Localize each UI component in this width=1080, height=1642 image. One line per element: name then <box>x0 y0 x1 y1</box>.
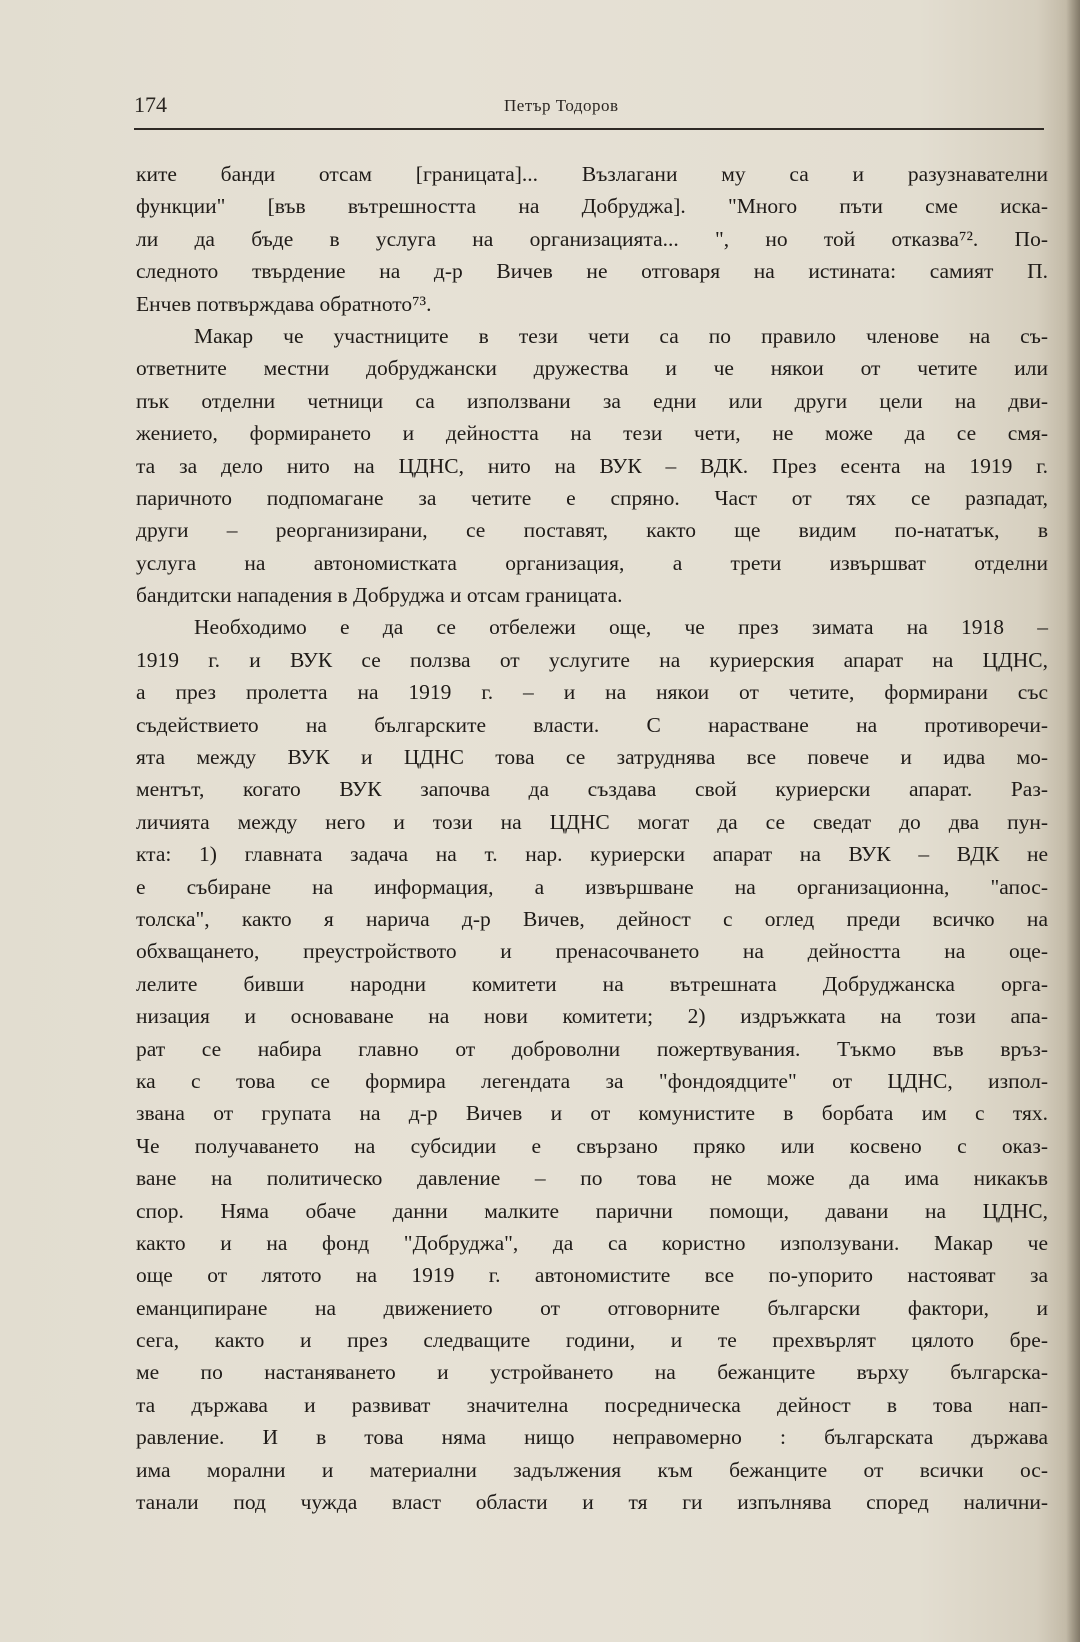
page-header <box>134 92 1044 128</box>
text-line: равление. И в това няма нищо неправомерно : българската държава <box>136 1425 1048 1450</box>
text-line: та за дело нито на ЦДНС, нито на ВУК – ВДК. През есента на 1919 г. <box>136 453 1048 478</box>
text-line: спор. Няма обаче данни малките парични помощи, давани на ЦДНС, <box>136 1198 1048 1223</box>
text-line: ответните местни добруджански дружества и че някои от четите или <box>136 356 1048 381</box>
text-line: кта: 1) главната задача на т. нар. куриерски апарат на ВУК – ВДК не <box>136 842 1048 867</box>
text-line: следното твърдение на д-р Вичев не отговаря на истината: самият П. <box>136 259 1048 284</box>
text-line: ментът, когато ВУК започва да създава свой куриерски апарат. Раз- <box>136 777 1048 802</box>
text-line: паричното подпомагане за четите е спряно. Част от тях се разпадат, <box>136 485 1048 510</box>
text-line: както и на фонд "Добруджа", да са користно използувани. Макар че <box>136 1230 1048 1255</box>
text-line: Необходимо е да се отбележи още, че през зимата на 1918 – <box>194 615 1048 640</box>
text-line: Че получаването на субсидии е свързано пряко или косвено с оказ- <box>136 1133 1048 1158</box>
text-line: а през пролетта на 1919 г. – и на някои от четите, формирани със <box>136 680 1048 705</box>
text-line: рат се набира главно от доброволни пожертвувания. Тъкмо във връз- <box>136 1036 1048 1061</box>
text-line: Енчев потвърждава обратното⁷³. <box>136 291 432 316</box>
text-line: личията между него и този на ЦДНС могат да се сведат до два пун- <box>136 809 1048 834</box>
text-line: съдействието на българските власти. С нарастване на противоречи- <box>136 712 1048 737</box>
body-text <box>136 158 1048 1518</box>
text-line: ли да бъде в услуга на организацията... ", но той отказва⁷². По- <box>136 226 1048 251</box>
text-line: танали под чужда власт области и тя ги изпълнява според налични- <box>136 1490 1048 1515</box>
text-line: Макар че участниците в тези чети са по правило членове на съ- <box>194 323 1048 348</box>
text-line: бандитски нападения в Добруджа и отсам границата. <box>136 583 623 608</box>
text-line: ка с това се формира легендата за "фондоядците" от ЦДНС, изпол- <box>136 1068 1048 1093</box>
text-line: звана от групата на д-р Вичев и от комунистите в борбата им с тях. <box>136 1101 1048 1126</box>
text-line: 1919 г. и ВУК се ползва от услугите на куриерския апарат на ЦДНС, <box>136 647 1048 672</box>
text-line: ята между ВУК и ЦДНС това се затруднява все повече и идва мо- <box>136 745 1048 770</box>
text-line: толска", както я нарича д-р Вичев, дейност с оглед преди всичко на <box>136 906 1048 931</box>
header-rule <box>134 128 1044 130</box>
text-line: еманципиране на движението от отговорните български фактори, и <box>136 1295 1048 1320</box>
text-line: ване на политическо давление – по това не може да има никакъв <box>136 1166 1048 1191</box>
text-line: та държава и развиват значителна посредническа дейност в това нап- <box>136 1392 1048 1417</box>
text-line: още от лятото на 1919 г. автономистите все по-упорито настояват за <box>136 1263 1048 1288</box>
text-line: низация и основаване на нови комитети; 2) издръжката на този апа- <box>136 1004 1048 1029</box>
text-line: пък отделни четници са използвани за едни или други цели на дви- <box>136 388 1048 413</box>
page-edge-shadow <box>1066 0 1080 1642</box>
text-line: лелите бивши народни комитети на вътрешната Добруджанска орга- <box>136 971 1048 996</box>
text-line: ме по настаняването и устройването на бежанците върху българска- <box>136 1360 1048 1385</box>
text-line: е събиране на информация, а извършване на организационна, "апос- <box>136 874 1048 899</box>
text-line: други – реорганизирани, се поставят, както ще видим по-нататък, в <box>136 518 1048 543</box>
page-number: 174 <box>134 92 167 117</box>
text-line: ките банди отсам [границата]... Възлагани му са и разузнавателни <box>136 162 1048 186</box>
text-line: жението, формирането и дейността на тези чети, не може да се смя- <box>136 421 1048 446</box>
text-line: сега, както и през следващите години, и те прехвърлят цялото бре- <box>136 1328 1048 1353</box>
running-head: Петър Тодоров <box>504 96 619 115</box>
text-line: обхващането, преустройството и пренасочването на дейността на оце- <box>136 939 1048 964</box>
text-line: има морални и материални задължения към бежанците от всички ос- <box>136 1457 1048 1482</box>
text-line: функции" [във вътрешността на Добруджа]. "Много пъти сме иска- <box>136 194 1048 219</box>
text-line: услуга на автономистката организация, а трети извършват отделни <box>136 550 1048 575</box>
